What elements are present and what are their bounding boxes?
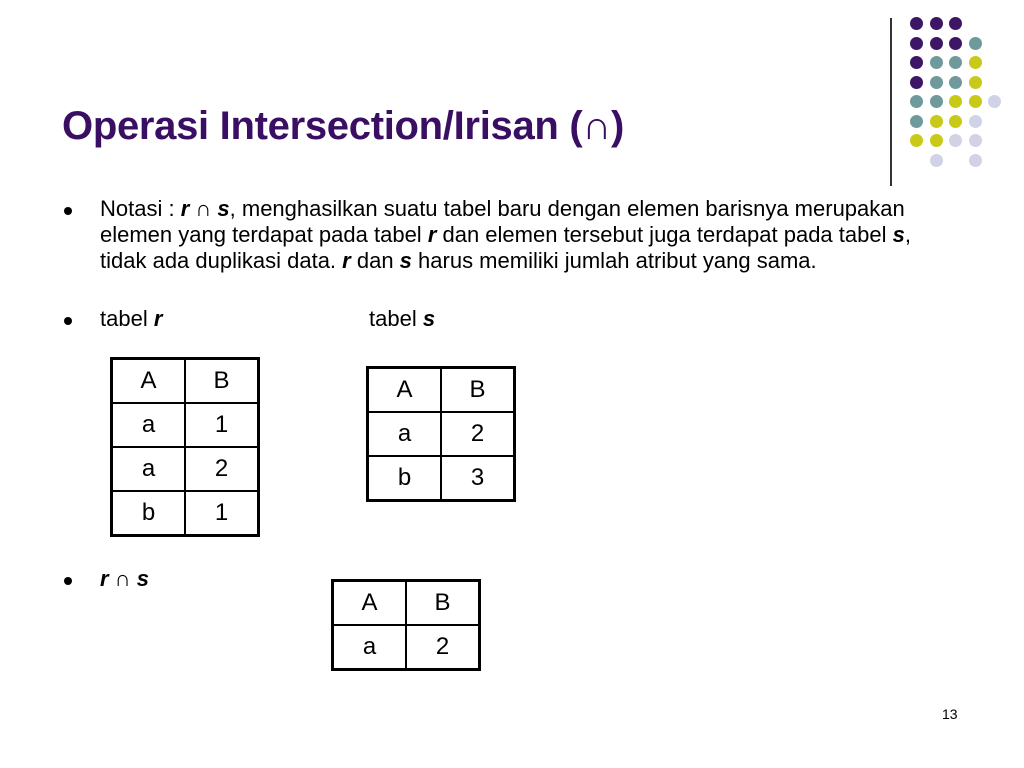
table-cell: a	[112, 403, 186, 447]
caption-label: tabel	[369, 306, 423, 331]
table-s-caption	[369, 306, 435, 332]
decorative-dot	[949, 134, 962, 147]
text-segment: Notasi :	[100, 196, 181, 221]
text-segment: , tidak ada duplikasi data.	[100, 222, 911, 273]
column-header: B	[406, 581, 480, 626]
table-cell: a	[333, 625, 407, 670]
text-segment: harus memiliki jumlah atribut yang sama.	[411, 248, 817, 273]
table-header-row	[368, 368, 515, 413]
column-header: A	[333, 581, 407, 626]
slide-title: Operasi Intersection/Irisan (∩)	[62, 104, 624, 148]
decorative-dot	[910, 56, 923, 69]
decorative-dot	[930, 37, 943, 50]
decorative-dot	[930, 95, 943, 108]
relation-s: s	[892, 222, 905, 247]
decorative-dot	[930, 115, 943, 128]
table-cell: 2	[185, 447, 259, 491]
decorative-dot	[969, 95, 982, 108]
table-row	[333, 625, 480, 670]
relation-s: s	[399, 248, 412, 273]
table-r	[110, 357, 260, 537]
relation-r: r	[153, 306, 163, 331]
decorative-dot	[969, 76, 982, 89]
intersection-symbol: ∩	[108, 566, 137, 591]
table-cell: 1	[185, 491, 259, 536]
table-cell: 1	[185, 403, 259, 447]
decorative-dot	[910, 17, 923, 30]
page-number: 13	[942, 706, 958, 722]
table-header-row	[333, 581, 480, 626]
decorative-dot	[949, 56, 962, 69]
bullet-dot	[64, 207, 72, 215]
decorative-dot	[949, 37, 962, 50]
table-s	[366, 366, 516, 502]
decorative-dot	[969, 37, 982, 50]
decorative-dot	[930, 154, 943, 167]
decorative-dot	[949, 95, 962, 108]
relation-s: s	[217, 196, 230, 221]
relation-r: r	[342, 248, 351, 273]
decorative-dot	[910, 37, 923, 50]
table-cell: 3	[441, 456, 515, 501]
table-row	[368, 456, 515, 501]
table-cell: b	[368, 456, 442, 501]
result-label	[100, 566, 149, 592]
table-r-caption	[100, 306, 162, 332]
table-row	[112, 403, 259, 447]
text-segment: dan elemen tersebut juga terdapat pada tabel	[436, 222, 893, 247]
relation-s: s	[136, 566, 149, 591]
text-segment: dan	[350, 248, 400, 273]
table-result	[331, 579, 481, 671]
relation-s: s	[422, 306, 436, 331]
decorative-dot	[969, 134, 982, 147]
decorative-dot	[969, 56, 982, 69]
decorative-dot	[910, 76, 923, 89]
decorative-dot	[910, 115, 923, 128]
intersection-symbol: ∩	[189, 196, 218, 221]
caption-label: tabel	[100, 306, 154, 331]
title-divider-line	[890, 18, 892, 186]
table-row	[368, 412, 515, 456]
decorative-dot	[949, 115, 962, 128]
relation-r: r	[100, 566, 109, 591]
decorative-dot	[988, 95, 1001, 108]
decorative-dot	[949, 17, 962, 30]
table-row	[112, 491, 259, 536]
table-cell: a	[368, 412, 442, 456]
column-header: A	[368, 368, 442, 413]
decorative-dot	[910, 95, 923, 108]
text-segment: , menghasilkan suatu tabel baru dengan elemen barisnya merupakan elemen yang terdapat pada tabel	[100, 196, 905, 247]
decorative-dot	[930, 76, 943, 89]
table-cell: b	[112, 491, 186, 536]
table-cell: 2	[406, 625, 480, 670]
column-header: A	[112, 359, 186, 404]
table-cell: 2	[441, 412, 515, 456]
decorative-dot	[930, 56, 943, 69]
decorative-dot	[930, 17, 943, 30]
relation-r: r	[180, 196, 190, 221]
table-header-row	[112, 359, 259, 404]
decorative-dot	[910, 134, 923, 147]
bullet-dot	[64, 577, 72, 585]
relation-r: r	[427, 222, 437, 247]
decorative-dot	[969, 115, 982, 128]
notation-paragraph	[100, 196, 960, 274]
table-cell: a	[112, 447, 186, 491]
decorative-dot-grid	[904, 12, 1014, 172]
decorative-dot	[930, 134, 943, 147]
bullet-dot	[64, 317, 72, 325]
column-header: B	[441, 368, 515, 413]
table-row	[112, 447, 259, 491]
decorative-dot	[949, 76, 962, 89]
decorative-dot	[969, 154, 982, 167]
column-header: B	[185, 359, 259, 404]
